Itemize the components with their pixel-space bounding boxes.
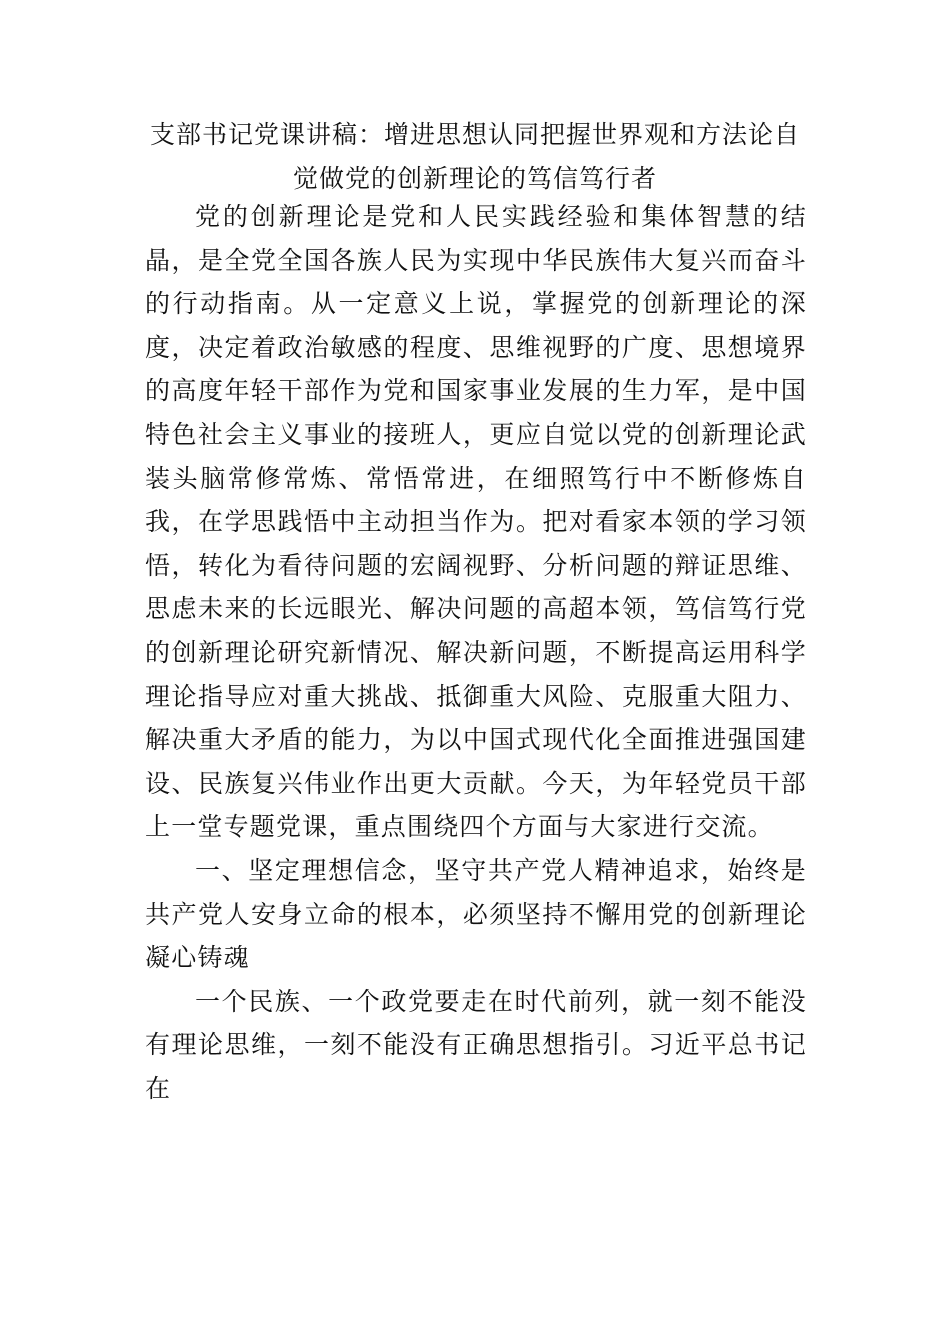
intro-paragraph: 党的创新理论是党和人民实践经验和集体智慧的结晶，是全党全国各族人民为实现中华民族伟大复兴而奋斗的行动指南。从一定意义上说，掌握党的创新理论的深度，决定着政治敏感的程度、思维视野的广度、思想境界的高度年轻干部作为党和国家事业发展的生力军，是中国特色社会主义事业的接班人，更应自觉以党的创新理论武装头脑常修常炼、常悟常进，在细照笃行中不断修炼自我，在学思践悟中主动担当作为。把对看家本领的学习领悟，转化为看待问题的宏阔视野、分析问题的辩证思维、思虑未来的长远眼光、解决问题的高超本领，笃信笃行党的创新理论研究新情况、解决新问题，不断提高运用科学理论指导应对重大挑战、抵御重大风险、克服重大阻力、解决重大矛盾的能力，为以中国式现代化全面推进强国建设、民族复兴伟业作出更大贡献。今天，为年轻党员干部上一堂专题党课，重点围绕四个方面与大家进行交流。 <box>145 202 807 842</box>
body-paragraph: 一个民族、一个政党要走在时代前列，就一刻不能没有理论思维，一刻不能没有正确思想指引。习近平总书记在 <box>145 986 807 1103</box>
document-body <box>145 195 807 1110</box>
title-line-2: 觉做党的创新理论的笃信笃行者 <box>292 164 657 193</box>
section-heading-1: 一、坚定理想信念，坚守共产党人精神追求，始终是共产党人安身立命的根本，必须坚持不懈用党的创新理论凝心铸魂 <box>145 855 807 973</box>
document-title <box>145 113 805 201</box>
title-line-1: 支部书记党课讲稿：增进思想认同把握世界观和方法论自 <box>149 120 800 149</box>
